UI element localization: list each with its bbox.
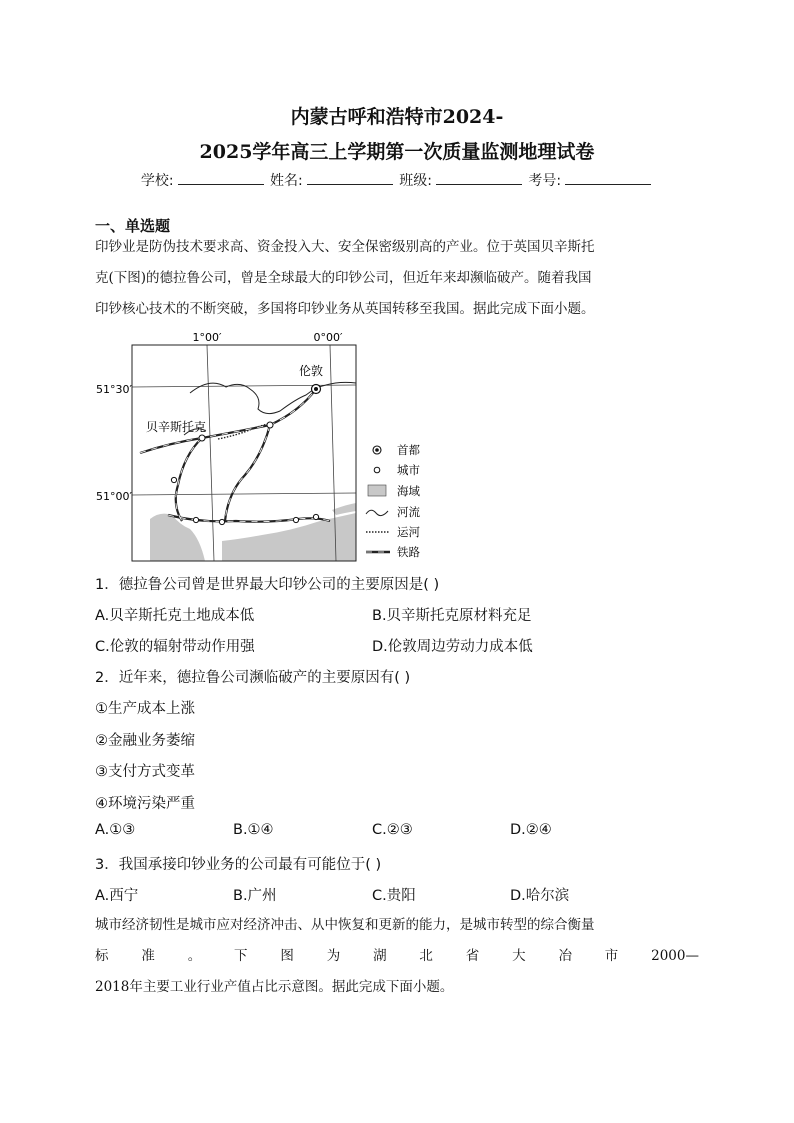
passage-2-word: 标 <box>95 948 109 964</box>
legend-label-city: 城市 <box>397 463 420 477</box>
city-marker <box>293 517 298 522</box>
section-heading: 一、单选题 <box>95 217 171 235</box>
question-1-option-c[interactable]: C.伦敦的辐射带动作用强 <box>95 639 255 655</box>
exam-title-line-2: 2025学年高三上学期第一次质量监测地理试卷 <box>199 141 595 163</box>
passage-1-line-1: 印钞业是防伪技术要求高、资金投入大、安全保密级别高的产业。位于英国贝辛斯托 <box>95 239 595 255</box>
passage-2 <box>95 910 699 1003</box>
question-2-option-a[interactable]: A.①③ <box>95 822 136 838</box>
capital-london-dot <box>314 387 318 391</box>
city-marker <box>193 517 198 522</box>
question-3-option-a[interactable]: A.西宁 <box>95 888 139 904</box>
sea-icon <box>368 485 386 496</box>
passage-1-line-3: 印钞核心技术的不断突破，多国将印钞业务从英国转移至我国。据此完成下面小题。 <box>95 301 595 317</box>
railway-highlights <box>140 389 330 522</box>
city-marker <box>313 514 318 519</box>
lat-label-51-30: 51°30′ <box>96 383 132 396</box>
railway-london-south <box>225 425 270 521</box>
question-1-option-d[interactable]: D.伦敦周边劳动力成本低 <box>372 639 533 655</box>
map-legend <box>366 443 420 559</box>
railways <box>140 389 330 522</box>
name-label: 姓名: <box>270 173 303 189</box>
class-label: 班级: <box>399 173 432 189</box>
legend-label-railway: 铁路 <box>397 545 420 559</box>
passage-2-word: 图 <box>280 948 294 964</box>
student-info-row <box>0 170 794 190</box>
city-icon <box>374 467 380 473</box>
question-2-option-d[interactable]: D.②④ <box>510 822 552 838</box>
exam-title-line-1: 内蒙古呼和浩特市2024- <box>290 106 504 128</box>
legend-label-river: 河流 <box>397 505 420 519</box>
passage-2-word: 。 <box>187 948 202 964</box>
lon-label-0: 0°00′ <box>313 331 343 344</box>
passage-2-word: 省 <box>465 948 480 964</box>
lat-label-51-00: 51°00′ <box>96 490 132 503</box>
passage-2-word: 市 <box>604 948 619 964</box>
map-frame <box>132 345 356 561</box>
passage-2-word: 湖 <box>373 948 387 964</box>
school-label: 学校: <box>140 173 174 189</box>
question-2-stem: 2．近年来，德拉鲁公司濒临破产的主要原因有( ) <box>95 670 411 686</box>
legend-label-canal: 运河 <box>397 525 420 539</box>
passage-2-line-2 <box>95 941 699 972</box>
city-marker <box>219 519 224 524</box>
passage-2-word: 冶 <box>558 948 572 964</box>
london-label: 伦敦 <box>299 364 324 378</box>
question-1-stem: 1．德拉鲁公司曾是世界最大印钞公司的主要原因是( ) <box>95 577 440 593</box>
passage-2-line-1: 城市经济韧性是城市应对经济冲击、从中恢复和更新的能力，是城市转型的综合衡量 <box>95 917 595 933</box>
passage-2-word: 2000— <box>651 948 699 964</box>
meridian-1 <box>207 345 214 561</box>
question-1-option-a[interactable]: A.贝辛斯托克土地成本低 <box>95 608 255 624</box>
question-2-option-b[interactable]: B.①④ <box>233 822 274 838</box>
basingstoke-label: 贝辛斯托克 <box>146 420 207 434</box>
legend-label-sea: 海域 <box>397 484 420 498</box>
passage-2-word: 为 <box>326 948 341 964</box>
parallel-51-00 <box>132 493 356 495</box>
class-blank <box>436 172 522 185</box>
passage-2-line-3: 2018年主要工业行业产值占比示意图。据此完成下面小题。 <box>95 979 454 995</box>
question-2-item-4: ④环境污染严重 <box>95 796 195 812</box>
question-3-option-c[interactable]: C.贵阳 <box>372 888 416 904</box>
question-3-option-d[interactable]: D.哈尔滨 <box>510 888 570 904</box>
name-blank <box>307 172 393 185</box>
school-blank <box>178 172 264 185</box>
exam-number-blank <box>565 172 651 185</box>
passage-2-word: 大 <box>512 948 526 964</box>
question-1-option-b[interactable]: B.贝辛斯托克原材料充足 <box>372 608 532 624</box>
question-2-item-2: ②金融业务萎缩 <box>95 733 195 749</box>
railway-coast <box>168 515 330 522</box>
capital-icon-dot <box>375 448 379 452</box>
exam-number-label: 考号: <box>528 173 562 189</box>
lon-label-1: 1°00′ <box>192 331 222 344</box>
city-marker <box>171 477 176 482</box>
question-3-stem: 3．我国承接印钞业务的公司最有可能位于( ) <box>95 857 382 873</box>
question-2-item-3: ③支付方式变革 <box>95 764 195 780</box>
city-marker <box>267 422 273 428</box>
river-icon <box>366 510 388 515</box>
passage-2-word: 北 <box>419 948 433 964</box>
passage-2-word: 准 <box>141 948 155 964</box>
city-basingstoke-marker <box>199 435 205 441</box>
question-3-option-b[interactable]: B.广州 <box>233 888 277 904</box>
question-2-option-c[interactable]: C.②③ <box>372 822 413 838</box>
passage-2-word: 下 <box>234 948 248 964</box>
question-2-item-1: ①生产成本上涨 <box>95 701 195 717</box>
passage-1 <box>95 232 699 325</box>
railway-basingstoke-south <box>176 438 202 521</box>
passage-1-line-2: 克(下图)的德拉鲁公司，曾是全球最大的印钞公司，但近年来却濒临破产。随着我国 <box>95 270 592 286</box>
map-figure <box>0 325 794 565</box>
legend-label-capital: 首都 <box>397 443 420 457</box>
sea-area-inlet <box>332 503 356 515</box>
